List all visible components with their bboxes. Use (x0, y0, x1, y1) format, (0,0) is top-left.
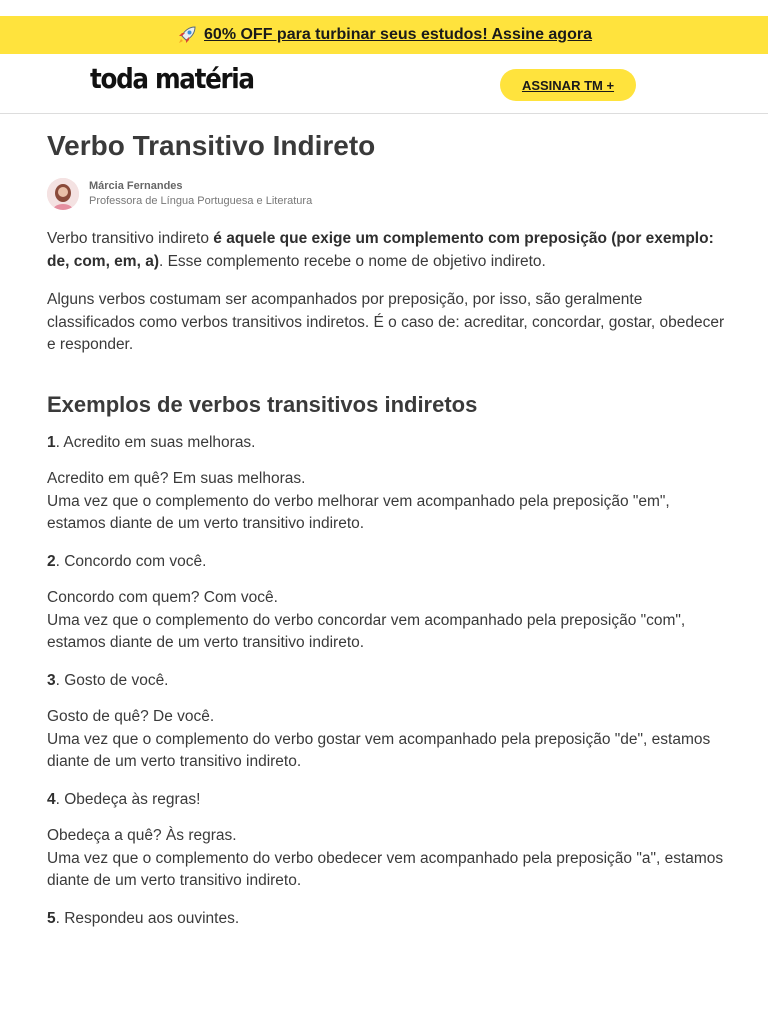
intro-paragraph (47, 228, 727, 273)
example-explanation (47, 587, 727, 655)
example-explanation (47, 468, 727, 536)
example-explanation (47, 706, 727, 774)
example-text: . Acredito em suas melhoras. (55, 433, 256, 451)
example-text: . Respondeu aos ouvintes. (55, 909, 240, 927)
example-explanation-text: Uma vez que o complemento do verbo concordar vem acompanhado pela preposição "com", estamos diante de um verto transitivo indireto. (47, 611, 686, 651)
author-name[interactable]: Márcia Fernandes (89, 180, 183, 192)
example-text: . Gosto de você. (55, 671, 169, 689)
example-number: 4 (47, 790, 56, 808)
example-explanation-text: Uma vez que o complemento do verbo obedecer vem acompanhado pela preposição "a", estamos diante de um verto transitivo indireto. (47, 849, 724, 889)
promo-text: 60% OFF para turbinar seus estudos! Assine agora (204, 26, 592, 43)
example-sentence (47, 908, 727, 931)
intro-text: Verbo transitivo indireto (47, 230, 214, 247)
example-number: 1 (47, 433, 56, 451)
example-number: 5 (47, 909, 56, 927)
intro-text-end: . Esse complemento recebe o nome de objetivo indireto. (158, 252, 546, 270)
example-sentence (47, 670, 727, 693)
site-header (0, 54, 768, 114)
author-block (47, 177, 727, 211)
example-explanation-text: Uma vez que o complemento do verbo gostar vem acompanhado pela preposição "de", estamos diante de um verto transitivo indireto. (47, 730, 711, 770)
intro-paragraph-2: Alguns verbos costumam ser acompanhados por preposição, por isso, são geralmente classificados como verbos transitivos indiretos. É o caso de: acreditar, concordar, gostar, obedecer e responder. (47, 291, 725, 353)
example-explanation-text: Uma vez que o complemento do verbo melhorar vem acompanhado pela preposição "em", estamos diante de um verto transitivo indireto. (47, 492, 670, 532)
example-text: . Concordo com você. (55, 552, 207, 570)
example-question: Concordo com quem? Com você. (47, 589, 278, 606)
example-sentence (47, 789, 727, 812)
example-explanation (47, 825, 727, 893)
site-logo[interactable]: toda matéria (90, 62, 254, 95)
promo-link[interactable] (176, 24, 592, 46)
example-sentence (47, 551, 727, 574)
rocket-icon (176, 24, 198, 46)
avatar[interactable] (47, 178, 79, 210)
article (47, 128, 727, 930)
example-number: 3 (47, 671, 56, 689)
author-role: Professora de Língua Portuguesa e Literatura (89, 195, 313, 207)
example-question: Acredito em quê? Em suas melhoras. (47, 470, 306, 487)
example-sentence (47, 432, 727, 455)
intro-bold-text: é aquele que exige um complemento com preposição (por exemplo: de, com, em, a) (47, 230, 714, 270)
page-title: Verbo Transitivo Indireto (47, 130, 376, 161)
promo-banner (0, 16, 768, 54)
example-text: . Obedeça às regras! (55, 790, 201, 808)
example-number: 2 (47, 552, 56, 570)
example-question: Gosto de quê? De você. (47, 708, 215, 725)
subscribe-button[interactable]: ASSINAR TM + (500, 69, 636, 101)
example-question: Obedeça a quê? Às regras. (47, 827, 237, 844)
section-title: Exemplos de verbos transitivos indiretos (47, 391, 478, 417)
